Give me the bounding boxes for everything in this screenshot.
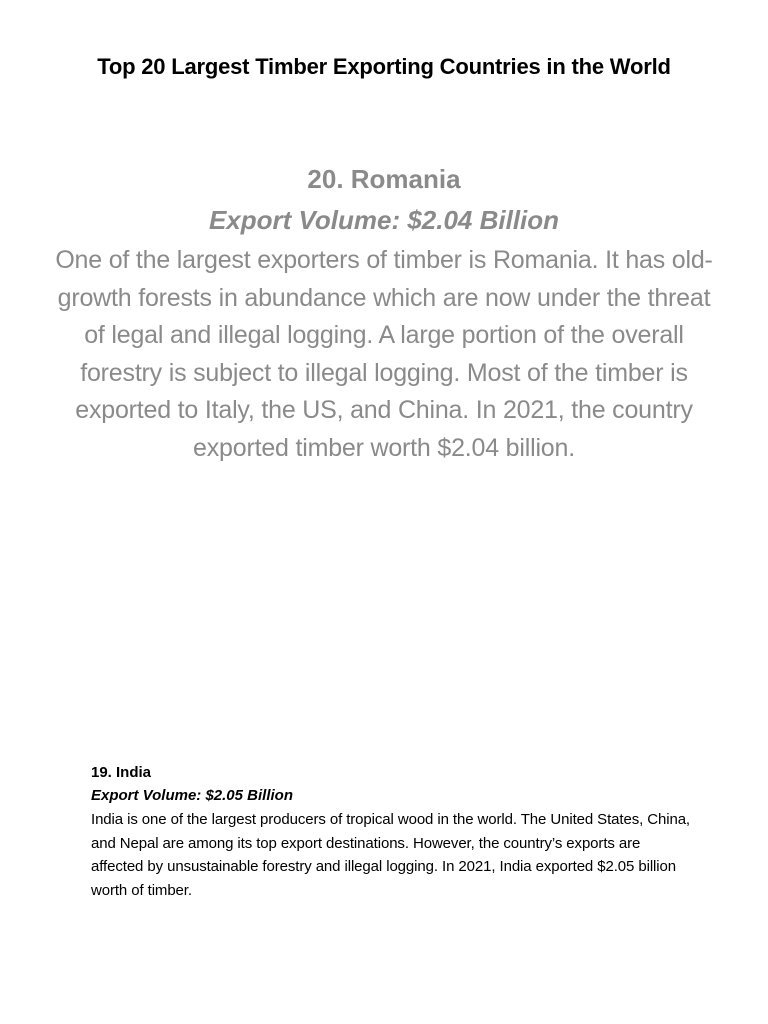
entry-india: [91, 762, 691, 902]
entry-export-volume: Export Volume: $2.04 Billion: [208, 205, 560, 235]
entry-description: India is one of the largest producers of tropical wood in the world. The United States, China, and Nepal are among its top export destinations. However, the country’s exports are affected by unsustainable forestry and illegal logging. In 2021, India exported $2.05 billion worth of timber.: [91, 811, 691, 899]
entry-heading: 20. Romania: [307, 164, 461, 194]
entry-export-volume: Export Volume: $2.05 Billion: [91, 787, 293, 804]
page-title: Top 20 Largest Timber Exporting Countries in the World: [97, 54, 671, 79]
entry-romania: [50, 160, 718, 467]
entry-heading: 19. India: [91, 764, 152, 781]
entry-description: One of the largest exporters of timber is Romania. It has old-growth forests in abundance which are now under the threat of legal and illegal logging. A large portion of the overall forestry is subject to illegal logging. Most of the timber is exported to Italy, the US, and China. In 2021, the country exported timber worth $2.04 billion.: [55, 246, 713, 462]
